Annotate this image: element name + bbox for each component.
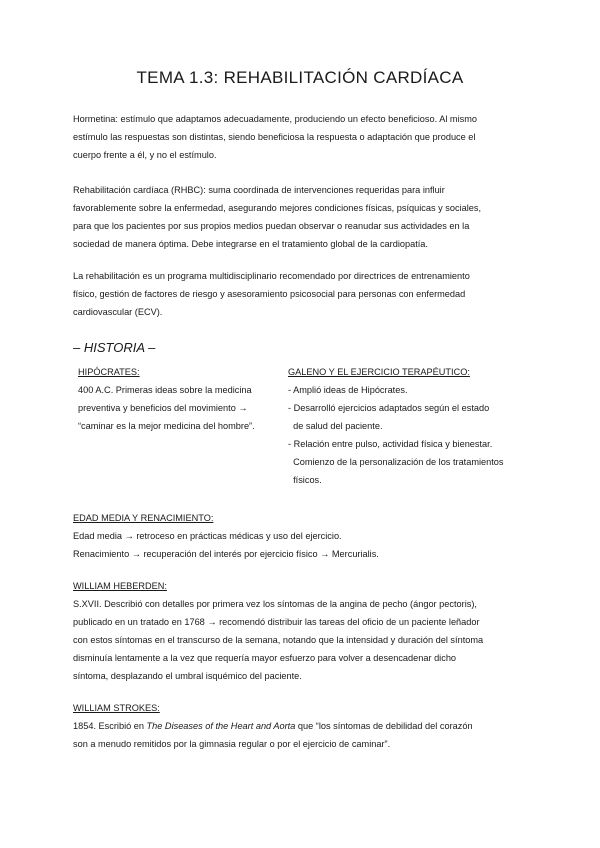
galeno-section [288, 363, 528, 489]
text-line: cardiovascular (ECV). [73, 307, 163, 317]
strokes-section [73, 699, 528, 753]
text-line: son a menudo remitidos por la gimnasia regular o por el ejercicio de caminar”. [73, 739, 391, 749]
list-item: - Relación entre pulso, actividad física y bienestar. [288, 439, 493, 449]
section-heading: EDAD MEDIA Y RENACIMIENTO: [73, 513, 214, 523]
page-title: TEMA 1.3: REHABILITACIÓN CARDÍACA [136, 68, 464, 87]
text-line: Rehabilitación cardíaca (RHBC): suma coordinada de intervenciones requeridas para influir [73, 185, 445, 195]
list-item: - Desarrolló ejercicios adaptados según el estado [288, 403, 490, 413]
text-line: La rehabilitación es un programa multidisciplinario recomendado por directrices de entrenamiento [73, 271, 470, 281]
text-line: “caminar es la mejor medicina del hombre”. [78, 421, 255, 431]
text-line: sociedad de manera óptima. Debe integrarse en el tratamiento global de la cardiopatía. [73, 239, 428, 249]
text-line: Edad media → retroceso en prácticas médicas y uso del ejercicio. [73, 531, 342, 541]
text-line: S.XVII. Describió con detalles por primera vez los síntomas de la angina de pecho (ángor pectoris), [73, 599, 477, 609]
list-item-continuation: de salud del paciente. [288, 421, 383, 431]
list-item: - Amplió ideas de Hipócrates. [288, 385, 408, 395]
list-item-continuation: físicos. [288, 475, 322, 485]
text-line: síntoma, desplazando el umbral isquémico del paciente. [73, 671, 302, 681]
heberden-section [73, 577, 528, 685]
text-line: cuerpo frente a él, y no el estímulo. [73, 150, 217, 160]
text-line: disminuía lentamente a la vez que requería mayor esfuerzo para volver a desencadenar dicho [73, 653, 457, 663]
historia-heading: – HISTORIA – [73, 340, 156, 355]
text-line: Renacimiento → recuperación del interés por ejercicio físico → Mercurialis. [73, 549, 379, 559]
text-line: Hormetina: estímulo que adaptamos adecuadamente, produciendo un efecto beneficioso. Al mismo [73, 114, 477, 124]
edad-media-section [73, 509, 528, 563]
text-span: que “los síntomas de debilidad del corazón [295, 721, 473, 731]
section-heading: GALENO Y EL EJERCICIO TERAPÉUTICO: [288, 367, 470, 377]
text-line: estímulo las respuestas son distintas, siendo beneficiosa la respuesta o adaptación que produce el [73, 132, 476, 142]
text-line: con estos síntomas en el transcurso de la semana, notando que la intensidad y duración del síntoma [73, 635, 484, 645]
section-heading: HIPÓCRATES: [78, 367, 140, 377]
text-line: físico, gestión de factores de riesgo y asesoramiento psicosocial para personas con enfermedad [73, 289, 466, 299]
hormetina-paragraph [73, 110, 528, 164]
text-line: para que los pacientes por sus propios medios puedan observar o reanudar sus actividades en la [73, 221, 470, 231]
text-line [73, 717, 528, 735]
section-heading: WILLIAM STROKES: [73, 703, 160, 713]
text-line: 400 A.C. Primeras ideas sobre la medicina [78, 385, 252, 395]
section-heading: WILLIAM HEBERDEN: [73, 581, 167, 591]
hipocrates-section [78, 363, 278, 435]
book-title: The Diseases of the Heart and Aorta [146, 721, 296, 731]
text-line: preventiva y beneficios del movimiento → [78, 403, 248, 413]
list-item-continuation: Comienzo de la personalización de los tratamientos [288, 457, 504, 467]
text-line: publicado en un tratado en 1768 → recomendó distribuir las tareas del oficio de un paciente leñador [73, 617, 480, 627]
text-span: 1854. Escribió en [73, 721, 147, 731]
rhbc-paragraph [73, 181, 528, 253]
programa-paragraph [73, 267, 528, 321]
text-line: favorablemente sobre la enfermedad, asegurando mejores condiciones físicas, psíquicas y sociales, [73, 203, 482, 213]
